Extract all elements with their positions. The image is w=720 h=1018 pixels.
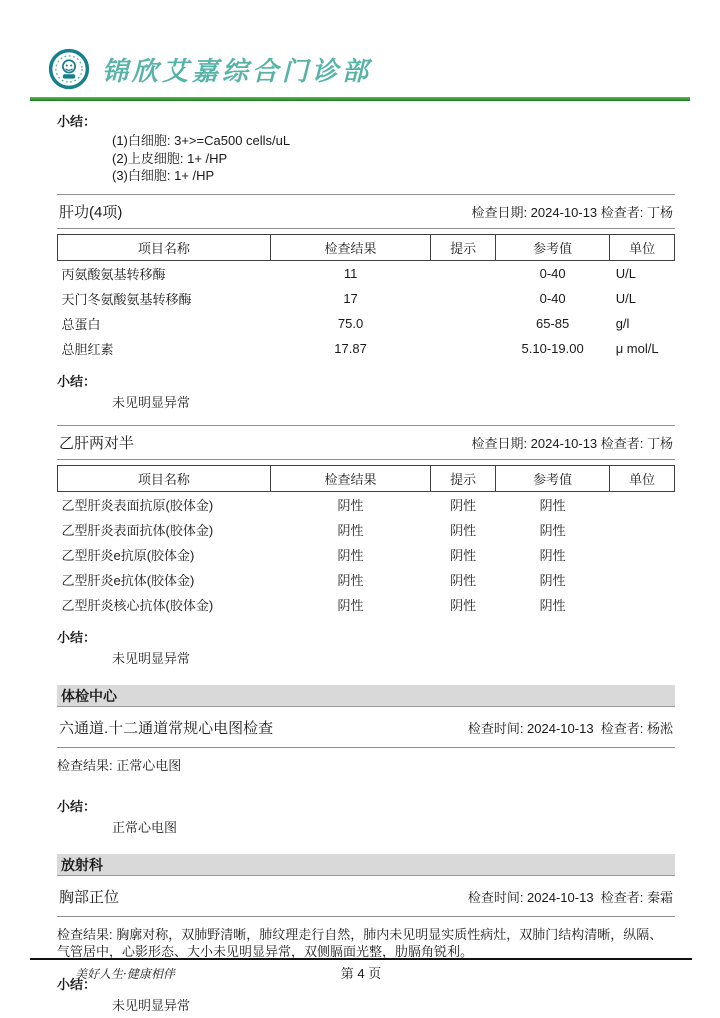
- table-row: [58, 336, 675, 361]
- cell-result: 75.0: [337, 315, 364, 331]
- cell-unit: g/l: [615, 315, 630, 331]
- cell-unit: U/L: [615, 265, 636, 281]
- liver-result-table: [57, 234, 675, 361]
- col-header-result: 检查结果: [270, 234, 430, 260]
- cell-range: 阴性: [539, 522, 566, 538]
- cell-range: 65-85: [535, 315, 570, 331]
- col-header-unit: 单位: [610, 465, 675, 491]
- ecg-section-header: [57, 707, 675, 748]
- cell-item-name: 丙氨酸氨基转移酶: [61, 266, 166, 282]
- table-row: [58, 567, 675, 592]
- cell-range: 阴性: [539, 597, 566, 613]
- summary-line: (1)白细胞: 3+>=Ca500 cells/uL: [112, 133, 291, 148]
- clinic-name: 锦欣艾嘉综合门诊部: [102, 56, 373, 87]
- cell-hint: 阴性: [450, 497, 477, 513]
- section-meta: 检查时间: 2024-10-13 检查者: 杨淞: [467, 720, 673, 736]
- footer-slogan: 美好人生·健康相伴: [75, 967, 175, 981]
- report-content: [57, 111, 675, 1014]
- table-row: [58, 517, 675, 542]
- summary-label: 小结：: [57, 114, 97, 129]
- col-header-hint: 提示: [431, 465, 496, 491]
- ecg-result-text: 检查结果: 正常心电图: [57, 757, 182, 773]
- cell-unit: [610, 491, 675, 517]
- summary-line: (3)白细胞: 1+ /HP: [112, 168, 215, 183]
- summary-text: 未见明显异常: [112, 997, 191, 1013]
- table-header-row: [58, 234, 675, 260]
- cell-result: 17.87: [334, 340, 367, 356]
- cell-unit: [610, 517, 675, 542]
- cell-item-name: 总胆红素: [61, 341, 114, 357]
- cell-item-name: 乙型肝炎表面抗原(胶体金): [61, 497, 214, 513]
- hepb-summary-block: [57, 627, 675, 667]
- xray-result-text: 检查结果: 胸廓对称，双肺野清晰，肺纹理走行自然，肺内未见明显实质性病灶，双肺门结构清晰，纵隔、气管居中，心影形态、大小未见明显异常，双侧膈面光整，肋膈角锐利。: [57, 926, 663, 959]
- section-title: 乙肝两对半: [59, 434, 135, 452]
- summary-line: (2)上皮细胞: 1+ /HP: [112, 150, 228, 166]
- header-divider: [30, 97, 690, 101]
- urinalysis-summary-block: [57, 111, 675, 185]
- cell-item-name: 乙型肝炎e抗体(胶体金): [61, 572, 195, 588]
- col-header-hint: 提示: [431, 234, 496, 260]
- table-row: [58, 592, 675, 617]
- page-header: [30, 46, 690, 101]
- hepb-section-header: [57, 425, 675, 460]
- cell-hint: 阴性: [450, 547, 477, 563]
- department-bar-physical-center: 体检中心: [57, 685, 675, 707]
- cell-result: 17: [343, 290, 358, 306]
- cell-range: 阴性: [539, 547, 566, 563]
- cell-result: 11: [343, 265, 358, 281]
- cell-hint: [431, 286, 496, 311]
- section-title: 肝功(4项): [59, 203, 123, 221]
- page-footer: [30, 958, 692, 982]
- cell-result: 阴性: [337, 497, 364, 513]
- section-meta: 检查日期: 2024-10-13 检查者: 丁杨: [471, 204, 673, 220]
- summary-label: 小结：: [57, 629, 97, 645]
- cell-hint: 阴性: [450, 597, 477, 613]
- section-meta: 检查日期: 2024-10-13 检查者: 丁杨: [471, 435, 673, 451]
- cell-result: 阴性: [337, 597, 364, 613]
- summary-text: 未见明显异常: [112, 650, 191, 666]
- cell-range: 0-40: [539, 265, 566, 281]
- department-bar-radiology: 放射科: [57, 854, 675, 876]
- table-row: [58, 542, 675, 567]
- summary-text: 正常心电图: [112, 819, 178, 835]
- cell-item-name: 乙型肝炎e抗原(胶体金): [61, 547, 195, 563]
- table-row: [58, 311, 675, 336]
- cell-hint: [431, 260, 496, 286]
- col-header-range: 参考值: [496, 465, 610, 491]
- cell-unit: [610, 592, 675, 617]
- cell-hint: [431, 336, 496, 361]
- summary-label: 小结：: [57, 373, 97, 389]
- cell-unit: [610, 567, 675, 592]
- col-header-range: 参考值: [496, 234, 610, 260]
- cell-unit: U/L: [615, 290, 636, 306]
- cell-item-name: 总蛋白: [61, 316, 101, 332]
- section-title: 六通道.十二通道常规心电图检查: [59, 719, 274, 737]
- hepb-result-table: [57, 465, 675, 617]
- cell-range: 5.10-19.00: [521, 340, 584, 356]
- cell-item-name: 乙型肝炎核心抗体(胶体金): [61, 597, 214, 613]
- col-header-result: 检查结果: [270, 465, 430, 491]
- cell-unit: μ mol/L: [615, 340, 659, 356]
- liver-section-header: [57, 194, 675, 229]
- page-number: 第 4 页: [340, 966, 382, 981]
- liver-summary-block: [57, 371, 675, 411]
- cell-hint: [431, 311, 496, 336]
- xray-section-header: [57, 876, 675, 917]
- cell-item-name: 乙型肝炎表面抗体(胶体金): [61, 522, 214, 538]
- col-header-unit: 单位: [610, 234, 675, 260]
- cell-result: 阴性: [337, 572, 364, 588]
- table-row: [58, 260, 675, 286]
- table-header-row: [58, 465, 675, 491]
- cell-range: 阴性: [539, 497, 566, 513]
- cell-range: 0-40: [539, 290, 566, 306]
- cell-range: 阴性: [539, 572, 566, 588]
- table-row: [58, 286, 675, 311]
- col-header-name: 项目名称: [58, 234, 271, 260]
- clinic-logo-icon: [48, 48, 90, 90]
- cell-hint: 阴性: [450, 522, 477, 538]
- cell-result: 阴性: [337, 547, 364, 563]
- summary-label: 小结：: [57, 976, 97, 992]
- summary-text: 未见明显异常: [112, 394, 191, 410]
- section-title: 胸部正位: [59, 888, 120, 906]
- summary-label: 小结：: [57, 798, 97, 814]
- col-header-name: 项目名称: [58, 465, 271, 491]
- cell-unit: [610, 542, 675, 567]
- section-meta: 检查时间: 2024-10-13 检查者: 秦霜: [467, 889, 673, 905]
- cell-item-name: 天门冬氨酸氨基转移酶: [61, 291, 192, 307]
- table-row: [58, 491, 675, 517]
- cell-hint: 阴性: [450, 572, 477, 588]
- cell-result: 阴性: [337, 522, 364, 538]
- ecg-summary-block: [57, 796, 675, 836]
